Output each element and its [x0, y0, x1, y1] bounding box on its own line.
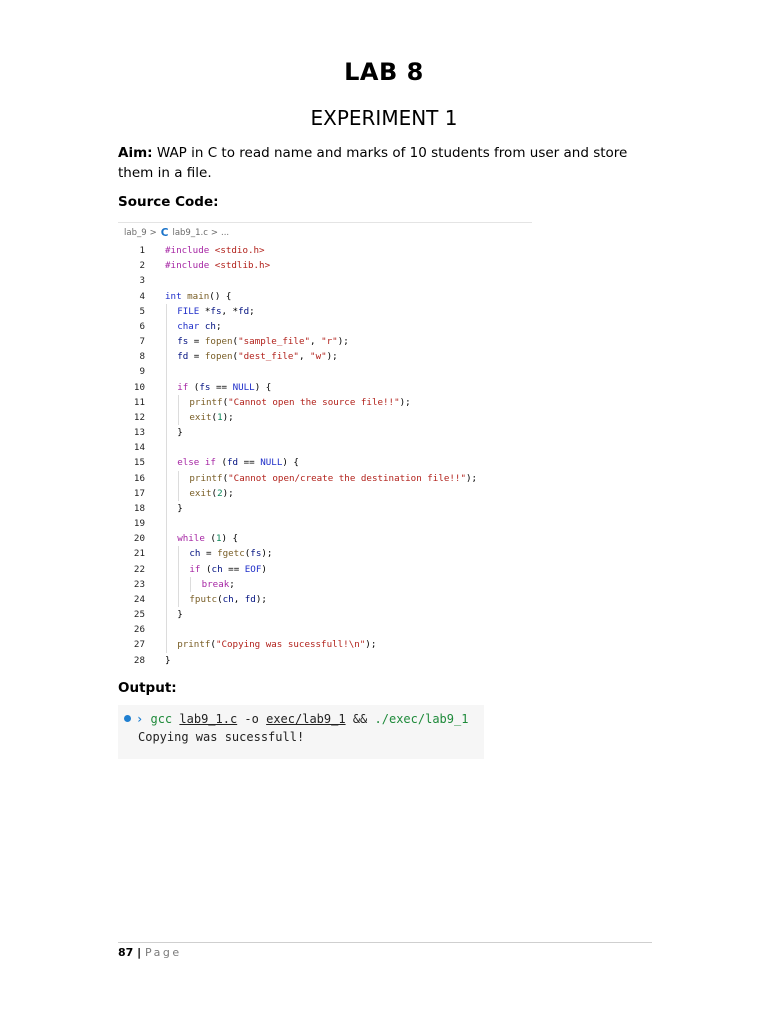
line-number: 17 [133, 487, 145, 499]
line-number: 19 [133, 518, 145, 530]
code-line[interactable] [118, 622, 532, 637]
terminal-command-line [124, 710, 468, 728]
code-token: } [177, 427, 183, 439]
code-token: fopen [204, 336, 233, 348]
indent-guide [166, 471, 167, 486]
line-number: 26 [133, 624, 145, 636]
code-token: ( [232, 351, 239, 363]
code-line[interactable] [118, 546, 532, 561]
code-token: , [310, 336, 322, 348]
indent-guide [178, 486, 179, 501]
code-token: ( [211, 411, 218, 423]
code-line[interactable] [118, 501, 532, 516]
code-token: ( [210, 533, 216, 545]
aim-label: Aim: [118, 145, 153, 161]
code-token: ); [326, 351, 338, 363]
code-token: if [177, 381, 194, 393]
code-token: ( [222, 396, 229, 408]
code-token: 1 [215, 533, 222, 545]
code-line[interactable] [118, 592, 532, 607]
status-dot-icon [124, 715, 131, 722]
indent-guide [166, 304, 167, 319]
code-token: int [165, 290, 188, 302]
indent-guide [166, 516, 167, 531]
line-number: 28 [133, 654, 145, 666]
code-token: "Cannot open the source file!!" [228, 396, 400, 408]
indent-guide [166, 455, 167, 470]
code-line[interactable] [118, 364, 532, 379]
page-label: Page [145, 946, 182, 959]
indent-guide [166, 562, 167, 577]
code-text [177, 455, 299, 470]
code-token: fs [177, 336, 189, 348]
indent-guide [166, 637, 167, 652]
code-text [189, 410, 233, 425]
code-token: ) { [254, 381, 272, 393]
code-line[interactable] [118, 258, 532, 273]
code-line[interactable] [118, 289, 532, 304]
line-number: 21 [133, 548, 145, 560]
indent-guide [166, 364, 167, 379]
code-token: ( [210, 639, 216, 651]
code-text [165, 258, 270, 273]
code-text [177, 637, 376, 652]
code-lines[interactable] [118, 243, 532, 668]
code-token: fd [227, 457, 239, 469]
breadcrumb-folder[interactable]: lab_9 [124, 228, 147, 238]
breadcrumb-separator: > [210, 228, 219, 238]
code-token: ); [399, 396, 411, 408]
breadcrumb-separator: > [149, 228, 157, 238]
code-line[interactable] [118, 395, 532, 410]
editor-breadcrumb [124, 227, 229, 239]
breadcrumb-more[interactable]: ... [221, 228, 230, 238]
code-token: ; [249, 305, 255, 317]
code-text [177, 531, 238, 546]
code-token: ) [261, 563, 267, 575]
code-token: , [233, 593, 245, 605]
code-token: ch [204, 320, 216, 332]
indent-guide [190, 577, 191, 592]
indent-guide [166, 577, 167, 592]
code-token: ch [211, 563, 223, 575]
line-number: 22 [133, 563, 145, 575]
indent-guide [166, 486, 167, 501]
indent-guide [178, 546, 179, 561]
code-token: ( [211, 487, 218, 499]
indent-guide [166, 531, 167, 546]
source-code-heading: Source Code: [118, 194, 219, 210]
code-text [165, 243, 265, 258]
indent-guide [166, 380, 167, 395]
code-token: ); [261, 548, 273, 560]
line-number: 14 [133, 442, 145, 454]
code-line[interactable] [118, 349, 532, 364]
code-token: ); [337, 336, 349, 348]
code-token: ( [217, 593, 223, 605]
code-token: ( [232, 336, 239, 348]
code-token: fd [177, 351, 189, 363]
code-token: == [210, 381, 233, 393]
line-number: 3 [139, 275, 145, 287]
code-token: fd [238, 305, 250, 317]
line-number: 5 [139, 305, 145, 317]
indent-guide [178, 395, 179, 410]
code-token: FILE [177, 305, 205, 317]
footer-separator: | [133, 946, 145, 959]
terminal-flag: -o [244, 712, 259, 726]
code-token: ); [365, 639, 377, 651]
code-text [202, 577, 235, 592]
line-number: 6 [139, 320, 145, 332]
code-text [177, 334, 349, 349]
code-token: ch [222, 593, 234, 605]
code-line[interactable] [118, 516, 532, 531]
line-number: 23 [133, 578, 145, 590]
code-token: printf [177, 639, 211, 651]
code-token: fopen [204, 351, 233, 363]
indent-guide [166, 349, 167, 364]
code-token: "Copying was sucessfull!\n" [215, 639, 366, 651]
code-token: ( [193, 381, 200, 393]
code-token: ); [222, 411, 234, 423]
code-text [189, 486, 233, 501]
code-editor-screenshot [118, 222, 532, 669]
code-token: = [188, 336, 205, 348]
code-token: ; [229, 578, 235, 590]
line-number: 15 [133, 457, 145, 469]
code-line[interactable] [118, 304, 532, 319]
terminal-output [118, 705, 484, 759]
indent-guide [166, 395, 167, 410]
indent-guide [178, 577, 179, 592]
code-line[interactable] [118, 243, 532, 258]
line-number: 9 [139, 366, 145, 378]
terminal-command: gcc [150, 712, 173, 726]
code-token: "w" [310, 351, 327, 363]
terminal-operator: && [352, 712, 368, 726]
code-token: ( [206, 563, 212, 575]
footer-divider [118, 942, 652, 943]
code-token: fd [244, 593, 256, 605]
code-token: () { [209, 290, 232, 302]
code-token: = [188, 351, 205, 363]
code-token: #include [165, 260, 215, 272]
code-token: == [238, 457, 261, 469]
indent-guide [166, 440, 167, 455]
code-line[interactable] [118, 440, 532, 455]
code-line[interactable] [118, 562, 532, 577]
code-token: fs [210, 305, 222, 317]
code-line[interactable] [118, 577, 532, 592]
code-token: } [177, 609, 183, 621]
indent-guide [166, 501, 167, 516]
code-token: ) { [221, 533, 239, 545]
code-token: } [177, 502, 183, 514]
c-language-icon: C [160, 227, 169, 239]
indent-guide [166, 425, 167, 440]
code-token: printf [189, 472, 223, 484]
terminal-out-file[interactable]: exec/lab9_1 [266, 712, 346, 726]
code-line[interactable] [118, 410, 532, 425]
terminal-result: Copying was sucessfull! [138, 730, 305, 744]
code-line[interactable] [118, 273, 532, 288]
code-token: break [201, 578, 230, 590]
code-line[interactable] [118, 319, 532, 334]
terminal-run: ./exec/lab9_1 [374, 712, 469, 726]
code-line[interactable] [118, 486, 532, 501]
code-token: fputc [189, 593, 218, 605]
line-number: 8 [139, 351, 145, 363]
code-token: "Cannot open/create the destination file!!" [228, 472, 466, 484]
code-token: exit [189, 411, 212, 423]
code-token: * [204, 305, 211, 317]
code-token: == [222, 563, 245, 575]
indent-guide [178, 471, 179, 486]
terminal-source-file[interactable]: lab9_1.c [179, 712, 238, 726]
code-token: EOF [244, 563, 262, 575]
indent-guide [166, 607, 167, 622]
code-text [189, 546, 272, 561]
code-token: ( [244, 548, 251, 560]
code-token: NULL [232, 381, 255, 393]
code-token: ( [221, 457, 227, 469]
code-token: <stdio.h> [214, 245, 265, 256]
code-line[interactable] [118, 380, 532, 395]
lab-title: LAB 8 [344, 58, 424, 86]
experiment-title: EXPERIMENT 1 [310, 106, 458, 130]
code-token: 1 [217, 411, 223, 423]
code-token: else if [177, 457, 222, 469]
code-line[interactable] [118, 653, 532, 668]
line-number: 27 [133, 639, 145, 651]
code-token: main [187, 290, 210, 302]
code-text [177, 380, 271, 395]
code-text [177, 425, 183, 440]
code-token: exit [189, 487, 212, 499]
code-text [189, 562, 267, 577]
aim-paragraph [118, 143, 658, 183]
indent-guide [166, 410, 167, 425]
code-text [189, 592, 267, 607]
code-token: NULL [260, 457, 283, 469]
line-number: 18 [133, 502, 145, 514]
code-line[interactable] [118, 607, 532, 622]
code-token: , [298, 351, 311, 363]
indent-guide [178, 592, 179, 607]
line-number: 2 [139, 260, 145, 272]
code-token: ); [466, 472, 478, 484]
code-line[interactable] [118, 531, 532, 546]
code-token: ); [255, 593, 267, 605]
code-line[interactable] [118, 334, 532, 349]
code-text [165, 289, 231, 304]
code-token: } [165, 654, 171, 666]
code-token: while [177, 533, 211, 545]
code-token: ); [222, 487, 234, 499]
indent-guide [178, 410, 179, 425]
breadcrumb-file[interactable]: lab9_1.c [172, 228, 208, 238]
code-token: 2 [217, 487, 223, 499]
line-number: 11 [133, 396, 145, 408]
page-footer [118, 946, 182, 959]
code-text [177, 349, 338, 364]
code-token: ; [215, 320, 222, 332]
code-token: "sample_file" [238, 336, 311, 348]
line-number: 7 [139, 336, 145, 348]
code-token: = [200, 548, 218, 560]
output-heading: Output: [118, 680, 177, 696]
aim-text: WAP in C to read name and marks of 10 students from user and store them in a file. [118, 145, 628, 181]
code-token: ch [189, 548, 201, 560]
indent-guide [166, 546, 167, 561]
code-token: , * [221, 305, 239, 317]
line-number: 20 [133, 533, 145, 545]
code-token: fs [199, 381, 211, 393]
indent-guide [166, 334, 167, 349]
line-number: 1 [139, 245, 145, 256]
line-number: 10 [133, 381, 145, 393]
code-text [177, 501, 183, 516]
code-text [177, 607, 183, 622]
indent-guide [166, 622, 167, 637]
code-line[interactable] [118, 455, 532, 470]
code-text [177, 319, 221, 334]
line-number: 4 [139, 290, 145, 302]
code-token: ) { [282, 457, 299, 469]
code-token: "r" [321, 336, 338, 348]
code-line[interactable] [118, 637, 532, 652]
line-number: 12 [133, 411, 145, 423]
code-token: "dest_file" [238, 351, 299, 363]
code-line[interactable] [118, 425, 532, 440]
code-token: <stdlib.h> [214, 260, 271, 272]
indent-guide [166, 592, 167, 607]
code-token: if [189, 563, 206, 575]
line-number: 13 [133, 427, 145, 439]
code-token: printf [189, 396, 223, 408]
code-token: fgetc [217, 548, 245, 560]
indent-guide [178, 562, 179, 577]
code-token: ( [222, 472, 229, 484]
line-number: 16 [133, 472, 145, 484]
code-text [189, 395, 410, 410]
page-number: 87 [118, 946, 134, 959]
line-number: 24 [133, 593, 145, 605]
line-number: 25 [133, 609, 145, 621]
code-text [165, 653, 171, 668]
code-token: #include [165, 245, 215, 256]
code-token: char [177, 320, 205, 332]
chevron-right-icon: › [136, 712, 144, 726]
code-text [177, 304, 255, 319]
code-token: fs [250, 548, 262, 560]
code-line[interactable] [118, 471, 532, 486]
code-text [189, 471, 477, 486]
indent-guide [166, 319, 167, 334]
